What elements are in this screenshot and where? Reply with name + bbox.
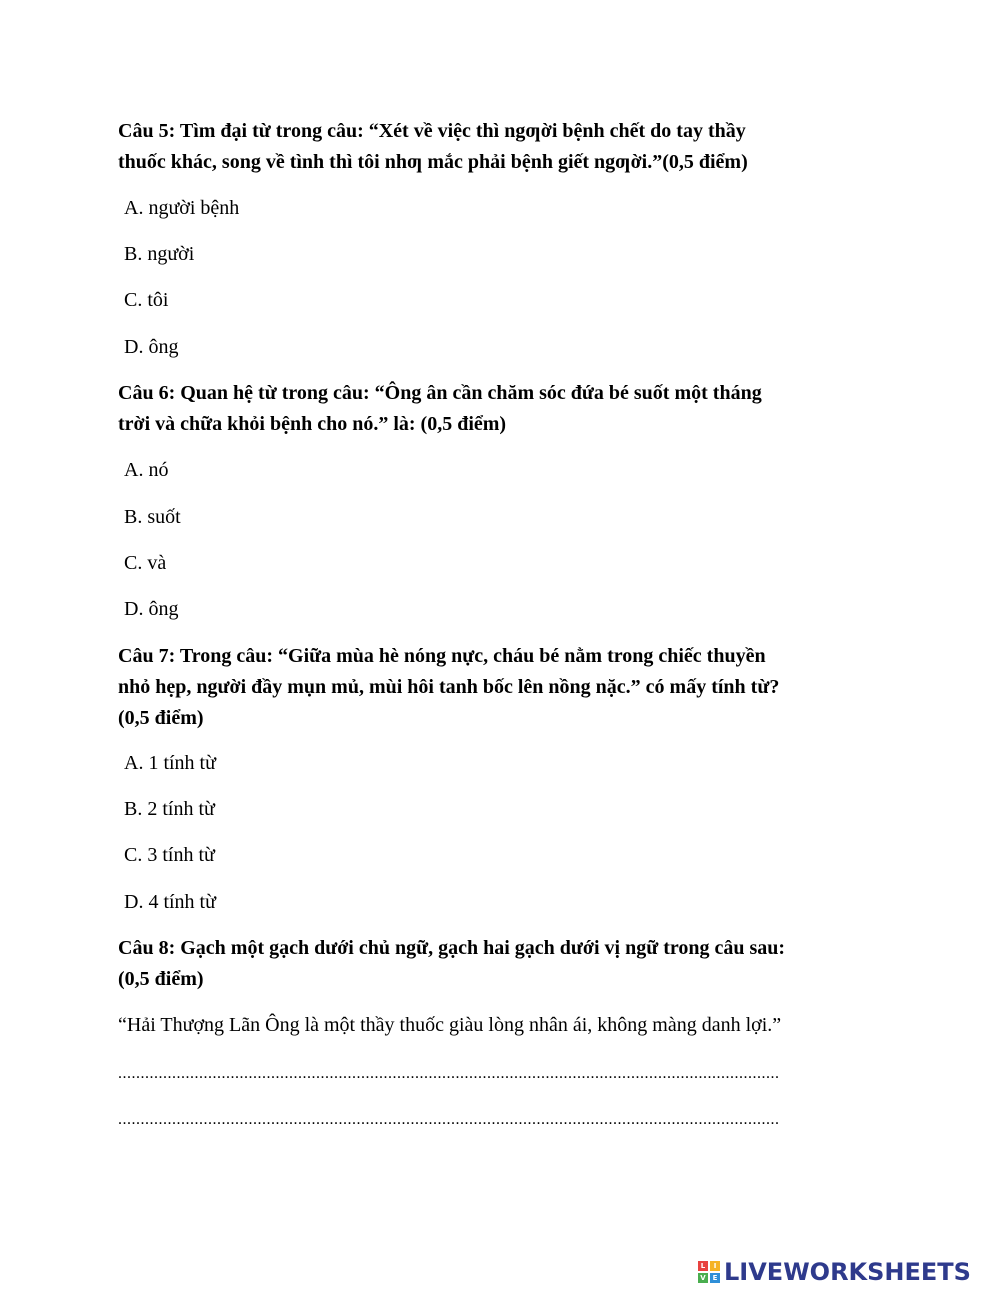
question-6-option-a[interactable]: A. nó [124, 459, 169, 481]
question-6-line-2: trời và chữa khỏi bệnh cho nó.” là: (0,5 điểm) [118, 413, 507, 435]
logo-block-l: L [698, 1261, 708, 1271]
question-7-line-3: (0,5 điểm) [118, 707, 204, 729]
question-7-line-1: Câu 7: Trong câu: “Giữa mùa hè nóng nực, cháu bé nằm trong chiếc thuyền [118, 645, 766, 667]
question-7-prompt [118, 641, 880, 734]
question-6-option-b[interactable]: B. suốt [124, 506, 181, 528]
question-6-prompt [118, 378, 880, 440]
question-5-line-2: thuốc khác, song về tình thì tôi nhƣ mắc phải bệnh giết ngƣời.”(0,5 điểm) [118, 151, 748, 173]
question-8-sentence: “Hải Thượng Lãn Ông là một thầy thuốc giàu lòng nhân ái, không màng danh lợi.” [118, 1014, 782, 1036]
question-7-line-2: nhỏ hẹp, người đầy mụn mủ, mùi hôi tanh bốc lên nồng nặc.” có mấy tính từ? [118, 676, 780, 698]
question-5-option-b[interactable]: B. người [124, 243, 195, 265]
logo-block-v: V [698, 1273, 708, 1283]
question-8-prompt [118, 933, 880, 995]
question-7-option-c[interactable]: C. 3 tính từ [124, 844, 215, 866]
liveworksheets-logo [698, 1257, 971, 1287]
question-7-option-b[interactable]: B. 2 tính từ [124, 798, 215, 820]
question-6-option-d[interactable]: D. ông [124, 598, 179, 620]
question-6-option-c[interactable]: C. và [124, 552, 167, 574]
logo-block-e: E [710, 1273, 720, 1283]
answer-line-2[interactable]: ................................................................................................................................................... [118, 1113, 780, 1127]
question-5-option-a[interactable]: A. người bệnh [124, 197, 240, 219]
question-6-line-1: Câu 6: Quan hệ từ trong câu: “Ông ân cần chăm sóc đứa bé suốt một tháng [118, 382, 762, 404]
question-5-option-d[interactable]: D. ông [124, 336, 179, 358]
logo-blocks-icon [698, 1261, 720, 1283]
question-5-line-1: Câu 5: Tìm đại từ trong câu: “Xét về việc thì ngƣời bệnh chết do tay thầy [118, 120, 746, 142]
question-5-prompt [118, 116, 880, 178]
question-5-option-c[interactable]: C. tôi [124, 289, 169, 311]
logo-block-i: I [710, 1261, 720, 1271]
logo-text: LIVEWORKSHEETS [724, 1258, 971, 1286]
question-7-option-d[interactable]: D. 4 tính từ [124, 891, 216, 913]
question-8-line-1: Câu 8: Gạch một gạch dưới chủ ngữ, gạch hai gạch dưới vị ngữ trong câu sau: [118, 937, 786, 959]
answer-line-1[interactable]: ................................................................................................................................................... [118, 1067, 780, 1081]
question-8-line-2: (0,5 điểm) [118, 968, 204, 990]
question-7-option-a[interactable]: A. 1 tính từ [124, 752, 216, 774]
